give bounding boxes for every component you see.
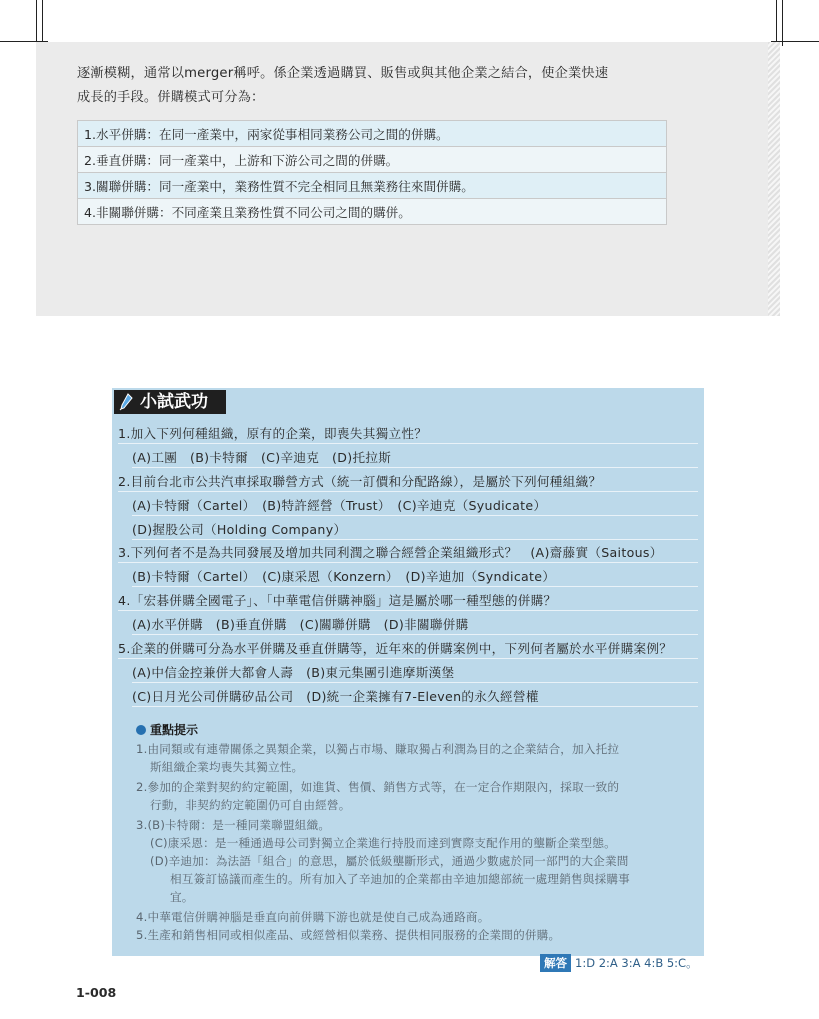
option-line: (A)卡特爾（Cartel） (B)特許經營（Trust） (C)辛迪克（Syudicate） bbox=[132, 497, 698, 516]
merger-type-row: 3.關聯併購：同一產業中，業務性質不完全相同且無業務往來間併購。 bbox=[78, 173, 667, 199]
hint-heading bbox=[136, 721, 198, 738]
answer-bar bbox=[540, 954, 704, 972]
merger-type-row: 1.水平併購：在同一產業中，兩家從事相同業務公司之間的併購。 bbox=[78, 121, 667, 147]
bullet-dot-icon bbox=[136, 725, 146, 735]
intro-text bbox=[77, 62, 677, 110]
question-line: 4.「宏碁併購全國電子」、「中華電信併購神腦」這是屬於哪一種型態的併購？ bbox=[118, 592, 698, 611]
quiz-title-bar bbox=[114, 390, 226, 414]
pen-icon bbox=[119, 393, 133, 411]
merger-type-row: 2.垂直併購：同一產業中，上游和下游公司之間的併購。 bbox=[78, 147, 667, 173]
hint-line: (C)康采恩：是一種通過母公司對獨立企業進行持股而達到實際支配作用的壟斷企業型態。 bbox=[150, 836, 616, 850]
question-line: 1.加入下列何種組織，原有的企業，即喪失其獨立性？ bbox=[118, 425, 698, 444]
answer-text: 1:D 2:A 3:A 4:B 5:C。 bbox=[575, 956, 698, 970]
hint-line: 5.生產和銷售相同或相似產品、或經營相似業務、提供相同服務的企業間的併購。 bbox=[136, 928, 561, 942]
option-line: (B)卡特爾（Cartel） (C)康采恩（Konzern） (D)辛迪加（Syndicate） bbox=[132, 568, 698, 587]
quiz-title: 小試武功 bbox=[140, 392, 208, 412]
intro-line: 逐漸模糊，通常以merger稱呼。係企業透過購買、販售或與其他企業之結合，使企業快速 bbox=[77, 66, 609, 81]
hint-line: 1.由同類或有連帶關係之異類企業，以獨占市場、賺取獨占利潤為目的之企業結合，加入托拉 bbox=[136, 742, 620, 756]
hint-line: 2.參加的企業對契約約定範圍，如進貨、售價、銷售方式等，在一定合作期限內，採取一致的 bbox=[136, 780, 620, 794]
merger-type-row: 4.非關聯併購：不同產業且業務性質不同公司之間的購併。 bbox=[78, 199, 667, 225]
question-line: 5.企業的併購可分為水平併購及垂直併購等，近年來的併購案例中，下列何者屬於水平併購案例？ bbox=[118, 640, 698, 659]
answer-label: 解答 bbox=[540, 954, 571, 972]
intro-line: 成長的手段。併購模式可分為： bbox=[77, 90, 265, 105]
hint-line: 相互簽訂協議而產生的。所有加入了辛迪加的企業都由辛迪加總部統一處理銷售與採購事 bbox=[170, 872, 630, 886]
option-line: (C)日月光公司併購矽品公司 (D)統一企業擁有7-Eleven的永久經營權 bbox=[132, 688, 698, 707]
option-line: (D)握股公司（Holding Company） bbox=[132, 521, 698, 540]
page-number: 1-008 bbox=[76, 985, 117, 1000]
question-line: 2.目前台北市公共汽車採取聯營方式（統一訂價和分配路線），是屬於下列何種組織？ bbox=[118, 473, 698, 492]
option-line: (A)工團 (B)卡特爾 (C)辛迪克 (D)托拉斯 bbox=[132, 449, 698, 468]
hint-heading-text: 重點提示 bbox=[150, 723, 199, 737]
option-line: (A)中信金控兼併大都會人壽 (B)東元集團引進摩斯漢堡 bbox=[132, 664, 698, 683]
crop-mark bbox=[36, 0, 37, 46]
hint-line: 3.(B)卡特爾：是一種同業聯盟組織。 bbox=[136, 818, 331, 832]
hint-line: 斯組織企業均喪失其獨立性。 bbox=[150, 760, 304, 774]
crop-mark bbox=[782, 0, 783, 46]
hint-line: 4.中華電信併購神腦是垂直向前併購下游也就是使自己成為通路商。 bbox=[136, 910, 490, 924]
quiz-panel bbox=[112, 388, 704, 970]
merger-types-table bbox=[77, 120, 667, 225]
option-line: (A)水平併購 (B)垂直併購 (C)關聯併購 (D)非關聯併購 bbox=[132, 616, 698, 635]
question-line: 3.下列何者不是為共同發展及增加共同利潤之聯合經營企業組織形式？ (A)齋藤實（Saitous） bbox=[118, 544, 698, 563]
hint-line: 宜。 bbox=[170, 890, 194, 904]
hint-line: 行動，非契約約定範圍仍可自由經營。 bbox=[150, 798, 351, 812]
hint-line: (D)辛迪加：為法語「組合」的意思，屬於低級壟斷形式，通過少數處於同一部門的大企業間 bbox=[150, 854, 629, 868]
panel-stripe bbox=[768, 42, 780, 316]
